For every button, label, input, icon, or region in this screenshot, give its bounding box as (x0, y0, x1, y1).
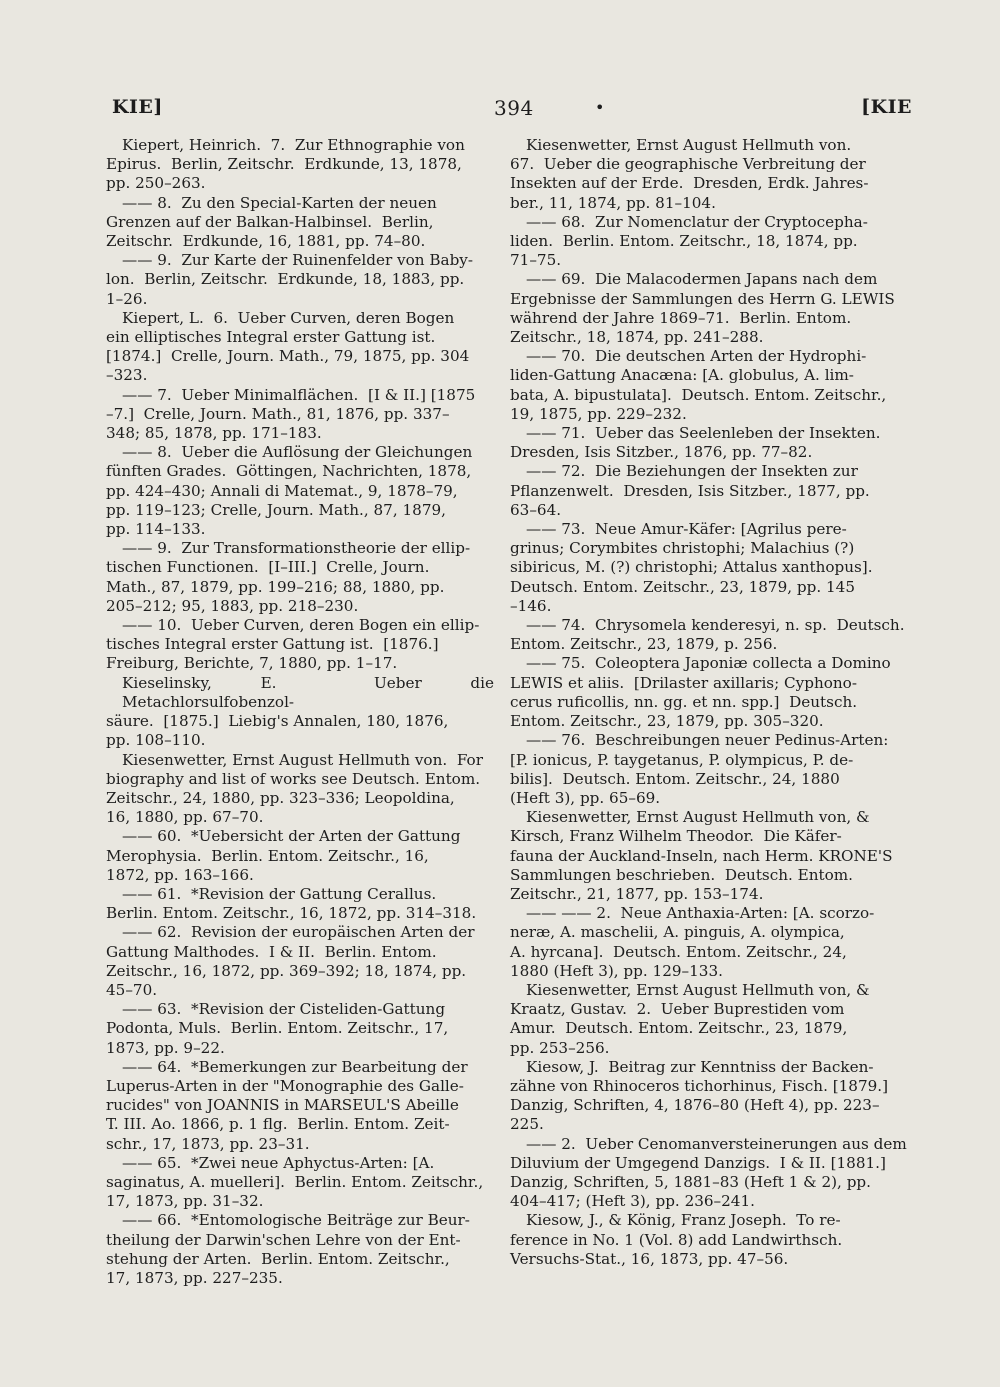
entry-line: 17, 1873, pp. 227–235. (106, 1268, 283, 1287)
entry-line: grinus; Corymbites christophi; Malachius (?) (510, 539, 855, 558)
entry-line: Kiesenwetter, Ernst August Hellmuth von, & (526, 808, 870, 827)
entry-line: ber., 11, 1874, pp. 81–104. (510, 193, 716, 212)
entry-line: Pflanzenwelt. Dresden, Isis Sitzber., 1877, pp. (510, 481, 870, 500)
entry-line: pp. 114–133. (106, 520, 206, 539)
entry-line: pp. 119–123; Crelle, Journ. Math., 87, 1879, (106, 500, 446, 519)
entry-line: 19, 1875, pp. 229–232. (510, 404, 687, 423)
bibliography-entry (106, 443, 494, 539)
entry-line: 205–212; 95, 1883, pp. 218–230. (106, 596, 359, 615)
bibliography-entry (106, 1154, 494, 1212)
entry-line: Zeitschr., 21, 1877, pp. 153–174. (510, 884, 764, 903)
entry-line: fünften Grades. Göttingen, Nachrichten, 1878, (106, 462, 472, 481)
entry-line: liden-Gattung Anacæna: [A. globulus, A. lim- (510, 366, 854, 385)
entry-line: Gattung Malthodes. I & II. Berlin. Entom. (106, 942, 437, 961)
bibliography-entry (510, 904, 910, 981)
entry-line: stehung der Arten. Berlin. Entom. Zeitschr., (106, 1249, 450, 1268)
entry-line: –323. (106, 366, 148, 385)
entry-line: säure. [1875.] Liebig's Annalen, 180, 1876, (106, 712, 449, 731)
entry-line: 67. Ueber die geographische Verbreitung der (510, 155, 866, 174)
entry-line: —— 8. Ueber die Auflösung der Gleichungen (122, 443, 473, 462)
entry-line: cerus ruficollis, nn. gg. et nn. spp.] Deutsch. (510, 692, 858, 711)
entry-line: Versuchs-Stat., 16, 1873, pp. 47–56. (510, 1249, 789, 1268)
entry-line: —— 60. *Uebersicht der Arten der Gattung (122, 827, 461, 846)
bibliography-entry (510, 462, 910, 520)
entry-line: 1872, pp. 163–166. (106, 865, 254, 884)
entry-line: Entom. Zeitschr., 23, 1879, pp. 305–320. (510, 712, 824, 731)
entry-line: Danzig, Schriften, 4, 1876–80 (Heft 4), pp. 223– (510, 1096, 880, 1115)
bibliography-entry (106, 539, 494, 616)
bibliography-entry (510, 808, 910, 904)
entry-line: —— 10. Ueber Curven, deren Bogen ein ellip- (122, 616, 480, 635)
bibliography-entry (106, 1058, 494, 1154)
entry-line: rucides" von JOANNIS in MARSEUL'S Abeille (106, 1096, 459, 1115)
entry-line: [1874.] Crelle, Journ. Math., 79, 1875, pp. 304 (106, 347, 470, 366)
bibliography-entry (510, 136, 910, 213)
entry-line: Zeitschr., 24, 1880, pp. 323–336; Leopoldina, (106, 788, 455, 807)
entry-line: fauna der Auckland-Inseln, nach Herm. KRONE'S (510, 846, 893, 865)
bibliography-entry (106, 1000, 494, 1058)
entry-line: saginatus, A. muelleri]. Berlin. Entom. Zeitschr., (106, 1172, 484, 1191)
entry-line: Podonta, Muls. Berlin. Entom. Zeitschr., 17, (106, 1019, 449, 1038)
bibliography-entry (510, 616, 910, 654)
entry-line: —— 7. Ueber Minimalflächen. [I & II.] [1875 (122, 385, 476, 404)
bibliography-entry (106, 673, 499, 751)
bibliography-entry (106, 751, 494, 828)
entry-line: 1873, pp. 9–22. (106, 1038, 225, 1057)
entry-line: Amur. Deutsch. Entom. Zeitschr., 23, 1879, (510, 1019, 848, 1038)
entry-line: T. III. Ao. 1866, p. 1 flg. Berlin. Entom. Zeit- (106, 1115, 450, 1134)
bibliography-entry (106, 194, 494, 252)
bibliography-entry (510, 1135, 910, 1212)
entry-line: pp. 108–110. (106, 731, 206, 750)
entry-line: 348; 85, 1878, pp. 171–183. (106, 424, 322, 443)
bibliography-entry (510, 347, 910, 424)
entry-line: —— —— 2. Neue Anthaxia-Arten: [A. scorzo- (526, 904, 875, 923)
entry-line: Kiesenwetter, Ernst August Hellmuth von. For (122, 750, 483, 769)
entry-line: Kiepert, L. 6. Ueber Curven, deren Bogen (122, 308, 455, 327)
print-mark: • (595, 98, 605, 117)
entry-line: theilung der Darwin'schen Lehre von der Ent- (106, 1230, 461, 1249)
bibliography-entry (510, 731, 910, 808)
entry-line: —— 71. Ueber das Seelenleben der Insekten. (526, 424, 881, 443)
running-head-right: [KIE (861, 96, 912, 118)
entry-line: Luperus-Arten in der "Monographie des Galle- (106, 1076, 464, 1095)
left-column (106, 136, 499, 1288)
entry-line: Kirsch, Franz Wilhelm Theodor. Die Käfer- (510, 827, 842, 846)
bibliography-entry (510, 520, 910, 616)
bibliography-entry (106, 136, 494, 194)
entry-line: Zeitschr. Erdkunde, 16, 1881, pp. 74–80. (106, 232, 426, 251)
entry-line: Merophysia. Berlin. Entom. Zeitschr., 16, (106, 846, 429, 865)
entry-line: Diluvium der Umgegend Danzigs. I & II. [1881.] (510, 1153, 886, 1172)
bibliography-entry (510, 213, 910, 271)
bibliography-entry (510, 1211, 910, 1269)
entry-line: 16, 1880, pp. 67–70. (106, 808, 264, 827)
entry-line: [P. ionicus, P. taygetanus, P. olympicus, P. de- (510, 750, 854, 769)
entry-line: Berlin. Entom. Zeitschr., 16, 1872, pp. 314–318. (106, 904, 477, 923)
bibliography-entry (106, 309, 494, 386)
entry-line: zähne von Rhinoceros tichorhinus, Fisch. [1879.] (510, 1076, 889, 1095)
entry-line: Kiesenwetter, Ernst August Hellmuth von, & (526, 980, 870, 999)
entry-line: —— 74. Chrysomela kenderesyi, n. sp. Deutsch. (526, 616, 905, 635)
bibliography-entry (510, 654, 910, 731)
bibliography-entry (106, 616, 494, 674)
entry-line: –7.] Crelle, Journ. Math., 81, 1876, pp. 337– (106, 404, 450, 423)
entry-line: 71–75. (510, 251, 562, 270)
entry-line: 1–26. (106, 289, 148, 308)
bibliography-entry (106, 885, 494, 923)
entry-line: Entom. Zeitschr., 23, 1879, p. 256. (510, 635, 778, 654)
entry-line: —— 70. Die deutschen Arten der Hydrophi- (526, 347, 867, 366)
entry-line: Danzig, Schriften, 5, 1881–83 (Heft 1 & 2), pp. (510, 1172, 871, 1191)
entry-line: tisches Integral erster Gattung ist. [1876.] (106, 635, 439, 654)
entry-line: —— 63. *Revision der Cisteliden-Gattung (122, 1000, 446, 1019)
entry-line: —— 62. Revision der europäischen Arten der (122, 923, 475, 942)
entry-line: Math., 87, 1879, pp. 199–216; 88, 1880, pp. (106, 577, 445, 596)
entry-line: 17, 1873, pp. 31–32. (106, 1192, 264, 1211)
entry-line: ference in No. 1 (Vol. 8) add Landwirthsch. (510, 1230, 843, 1249)
entry-line: bilis]. Deutsch. Entom. Zeitschr., 24, 1880 (510, 769, 840, 788)
entry-line: liden. Berlin. Entom. Zeitschr., 18, 1874, pp. (510, 232, 858, 251)
entry-line: Zeitschr., 18, 1874, pp. 241–288. (510, 328, 764, 347)
entry-line: Grenzen auf der Balkan-Halbinsel. Berlin, (106, 212, 434, 231)
entry-line: —— 69. Die Malacodermen Japans nach dem (526, 270, 878, 289)
entry-line: lon. Berlin, Zeitschr. Erdkunde, 18, 1883, pp. (106, 270, 465, 289)
entry-line: Insekten auf der Erde. Dresden, Erdk. Jahres- (510, 174, 869, 193)
entry-line: Kiesow, J., & König, Franz Joseph. To re- (526, 1211, 841, 1230)
entry-line: (Heft 3), pp. 65–69. (510, 788, 661, 807)
bibliography-entry (106, 386, 494, 444)
right-column (510, 136, 910, 1269)
entry-line: 1880 (Heft 3), pp. 129–133. (510, 961, 723, 980)
entry-line: Deutsch. Entom. Zeitschr., 23, 1879, pp. 145 (510, 577, 855, 596)
entry-line: —— 9. Zur Karte der Ruinenfelder von Baby- (122, 251, 474, 270)
entry-line: –146. (510, 596, 552, 615)
entry-line: —— 68. Zur Nomenclatur der Cryptocepha- (526, 212, 868, 231)
entry-line: —— 9. Zur Transformationstheorie der ellip- (122, 539, 471, 558)
entry-line: Epirus. Berlin, Zeitschr. Erdkunde, 13, 1878, (106, 155, 462, 174)
entry-line: Zeitschr., 16, 1872, pp. 369–392; 18, 1874, pp. (106, 961, 467, 980)
entry-line: bata, A. bipustulata]. Deutsch. Entom. Zeitschr., (510, 385, 887, 404)
entry-line: A. hyrcana]. Deutsch. Entom. Zeitschr., 24, (510, 942, 847, 961)
entry-line: 45–70. (106, 980, 158, 999)
entry-line: —— 72. Die Beziehungen der Insekten zur (526, 462, 858, 481)
entry-line: pp. 253–256. (510, 1038, 610, 1057)
entry-line: —— 76. Beschreibungen neuer Pedinus-Arten: (526, 731, 889, 750)
entry-line: —— 2. Ueber Cenomanversteinerungen aus dem (526, 1134, 907, 1153)
entry-line: ein elliptisches Integral erster Gattung ist. (106, 328, 436, 347)
entry-line: Sammlungen beschrieben. Deutsch. Entom. (510, 865, 854, 884)
bibliography-entry (106, 1211, 494, 1288)
entry-line: —— 8. Zu den Special-Karten der neuen (122, 193, 437, 212)
entry-line: tischen Functionen. [I–III.] Crelle, Journ. (106, 558, 430, 577)
bibliography-entry (510, 1058, 910, 1135)
entry-line: —— 75. Coleoptera Japoniæ collecta a Domino (526, 654, 891, 673)
entry-line: 63–64. (510, 500, 562, 519)
entry-line: Kiepert, Heinrich. 7. Zur Ethnographie von (122, 136, 465, 154)
entry-line: schr., 17, 1873, pp. 23–31. (106, 1134, 310, 1153)
entry-line: Kiesenwetter, Ernst August Hellmuth von. (526, 136, 852, 154)
page-number: 394 (494, 96, 534, 120)
entry-line: pp. 250–263. (106, 174, 206, 193)
entry-line: —— 66. *Entomologische Beiträge zur Beur- (122, 1211, 470, 1230)
running-head-left: KIE] (112, 96, 163, 118)
entry-line: Ergebnisse der Sammlungen des Herrn G. LEWIS (510, 289, 895, 308)
entry-line: LEWIS et aliis. [Drilaster axillaris; Cyphono- (510, 673, 857, 692)
entry-line: Kieselinsky, E. Ueber die Metachlorsulfobenzol- (122, 673, 499, 711)
bibliography-entry (106, 251, 494, 309)
bibliography-entry (510, 424, 910, 462)
entry-line: sibiricus, M. (?) christophi; Attalus xanthopus]. (510, 558, 873, 577)
entry-line: pp. 424–430; Annali di Matemat., 9, 1878–79, (106, 481, 458, 500)
entry-line: während der Jahre 1869–71. Berlin. Entom. (510, 308, 852, 327)
entry-line: Kiesow, J. Beitrag zur Kenntniss der Backen- (526, 1057, 874, 1076)
entry-line: —— 61. *Revision der Gattung Cerallus. (122, 884, 437, 903)
bibliography-entry (106, 827, 494, 885)
bibliography-entry (106, 923, 494, 1000)
entry-line: —— 64. *Bemerkungen zur Bearbeitung der (122, 1057, 468, 1076)
entry-line: neræ, A. maschelii, A. pinguis, A. olympica, (510, 923, 845, 942)
entry-line: 404–417; (Heft 3), pp. 236–241. (510, 1192, 755, 1211)
entry-line: Freiburg, Berichte, 7, 1880, pp. 1–17. (106, 654, 398, 673)
bibliography-entry (510, 270, 910, 347)
entry-line: —— 73. Neue Amur-Käfer: [Agrilus pere- (526, 520, 847, 539)
entry-line: Kraatz, Gustav. 2. Ueber Buprestiden vom (510, 1000, 845, 1019)
entry-line: —— 65. *Zwei neue Aphyctus-Arten: [A. (122, 1153, 435, 1172)
entry-line: biography and list of works see Deutsch. Entom. (106, 769, 481, 788)
bibliography-entry (510, 981, 910, 1058)
entry-line: Dresden, Isis Sitzber., 1876, pp. 77–82. (510, 443, 813, 462)
entry-line: 225. (510, 1115, 544, 1134)
